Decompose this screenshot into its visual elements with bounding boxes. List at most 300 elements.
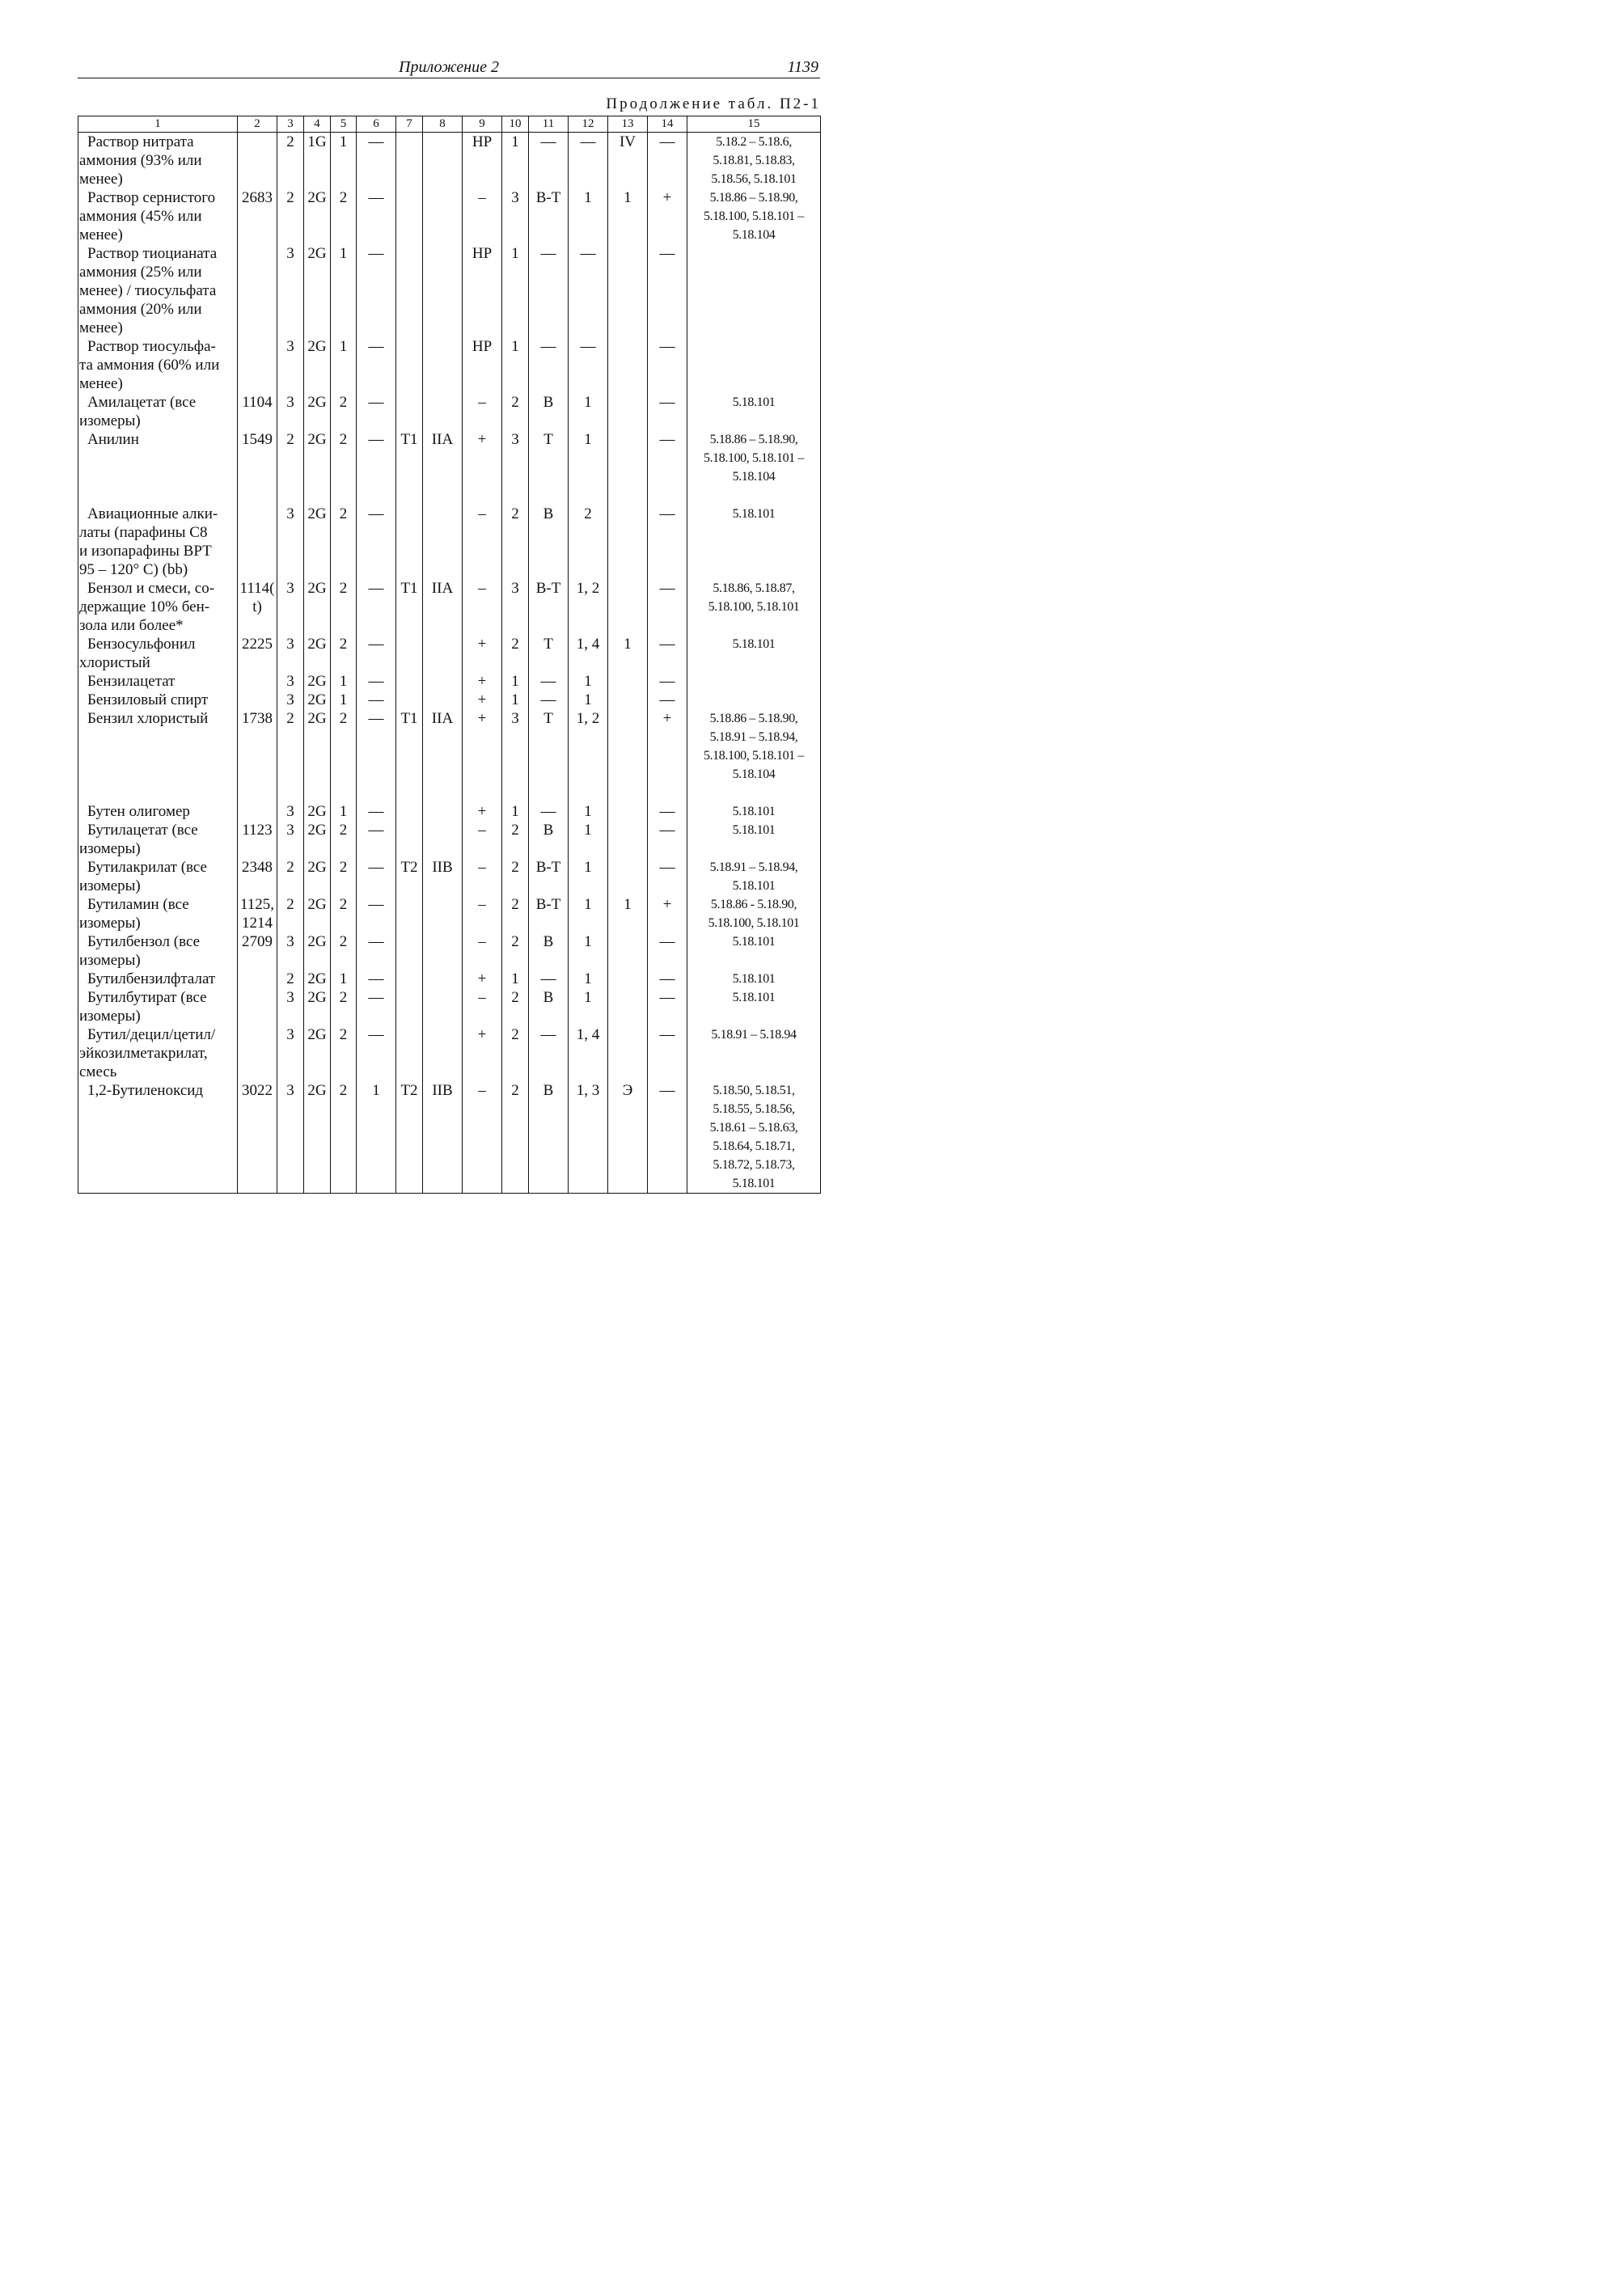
cell-col-9: – <box>463 1081 502 1194</box>
un-number-cell <box>238 988 277 1025</box>
cell-col-4: 2G <box>304 988 331 1025</box>
un-number-cell <box>238 579 277 635</box>
cell-col-10: 2 <box>502 505 529 579</box>
substance-name-line: Раствор сернистого <box>87 189 216 206</box>
table-row <box>78 672 821 691</box>
cell-col-14: — <box>648 133 687 189</box>
substance-name <box>78 635 238 672</box>
un-number-line: 2225 <box>242 636 273 653</box>
reference-line: 5.18.104 <box>732 470 776 484</box>
un-number-line <box>238 691 277 709</box>
cell-col-5: 2 <box>331 932 357 970</box>
references-cell <box>687 337 821 393</box>
cell-col-5: 1 <box>331 337 357 393</box>
cell-col-12: — <box>569 133 608 189</box>
reference-line: 5.18.91 – 5.18.94, <box>709 730 798 744</box>
substance-name-line: менее) <box>79 319 123 336</box>
substance-name-line: Бензосульфонил <box>87 636 196 653</box>
cell-col-11: — <box>529 1025 569 1081</box>
cell-col-11: — <box>529 672 569 691</box>
un-number-line: 1125, <box>239 896 275 913</box>
un-number-line: 1114( <box>239 580 275 597</box>
reference-line: 5.18.86 – 5.18.90, <box>709 712 798 725</box>
cell-col-8 <box>423 988 463 1025</box>
cell-col-11: Т <box>529 709 569 802</box>
cell-col-6: — <box>357 393 396 430</box>
un-number-line <box>238 988 277 1007</box>
cell-col-7 <box>396 932 423 970</box>
cell-col-13 <box>608 579 648 635</box>
substance-name <box>78 988 238 1025</box>
reference-line: 5.18.55, 5.18.56, <box>713 1102 795 1116</box>
substance-name <box>78 430 238 505</box>
reference-line <box>687 244 820 263</box>
column-header-14: 14 <box>648 116 687 133</box>
cell-col-14: — <box>648 1025 687 1081</box>
cell-col-6: — <box>357 709 396 802</box>
cell-col-14: — <box>648 579 687 635</box>
cell-col-5: 1 <box>331 133 357 189</box>
un-number-line <box>238 505 277 523</box>
substance-name <box>78 1025 238 1081</box>
un-number-cell <box>238 895 277 932</box>
reference-line: 5.18.104 <box>732 767 776 781</box>
cell-col-12: 1 <box>569 821 608 858</box>
cell-col-12: 1 <box>569 672 608 691</box>
substance-name-line: 1,2-Бутиленоксид <box>87 1082 204 1099</box>
table-row <box>78 579 821 635</box>
cell-col-12: 1, 2 <box>569 709 608 802</box>
cell-col-4: 2G <box>304 932 331 970</box>
reference-line: 5.18.86 – 5.18.90, <box>709 191 798 205</box>
substance-name-line: Раствор тиосульфа- <box>87 338 216 355</box>
cell-col-14: — <box>648 858 687 895</box>
cell-col-10: 1 <box>502 244 529 337</box>
un-number-line: t) <box>252 598 262 615</box>
reference-line: 5.18.61 – 5.18.63, <box>709 1121 798 1135</box>
cell-col-8: IIА <box>423 709 463 802</box>
column-header-3: 3 <box>277 116 304 133</box>
substance-name <box>78 672 238 691</box>
reference-line: 5.18.72, 5.18.73, <box>713 1158 795 1172</box>
un-number-cell <box>238 709 277 802</box>
references-cell <box>687 244 821 337</box>
column-header-11: 11 <box>529 116 569 133</box>
cell-col-10: 2 <box>502 1025 529 1081</box>
cell-col-13 <box>608 932 648 970</box>
cell-col-3: 3 <box>277 932 304 970</box>
cell-col-7 <box>396 133 423 189</box>
cell-col-3: 3 <box>277 821 304 858</box>
un-number-cell <box>238 932 277 970</box>
reference-line: 5.18.101 <box>732 991 776 1004</box>
cell-col-4: 2G <box>304 672 331 691</box>
column-header-9: 9 <box>463 116 502 133</box>
cell-col-11: — <box>529 337 569 393</box>
table-row <box>78 709 821 802</box>
references-cell <box>687 635 821 672</box>
un-number-cell <box>238 505 277 579</box>
cell-col-12: 1 <box>569 988 608 1025</box>
cell-col-12: 1, 4 <box>569 635 608 672</box>
cell-col-12: — <box>569 337 608 393</box>
substance-name <box>78 858 238 895</box>
cell-col-7 <box>396 821 423 858</box>
table-caption: Продолжение табл. П2-1 <box>606 95 821 112</box>
cell-col-6: — <box>357 988 396 1025</box>
page-number: 1139 <box>787 58 818 76</box>
substance-name-line: Бутилакрилат (все <box>87 859 207 876</box>
cell-col-7: Т2 <box>396 1081 423 1194</box>
cell-col-9: + <box>463 709 502 802</box>
references-cell <box>687 821 821 858</box>
reference-line: 5.18.86, 5.18.87, <box>713 581 795 595</box>
reference-line: 5.18.101 <box>732 805 776 818</box>
cell-col-9: + <box>463 970 502 988</box>
cell-col-7 <box>396 672 423 691</box>
substance-name-line: Бутилацетат (все <box>87 822 198 839</box>
cell-col-4: 2G <box>304 970 331 988</box>
cell-col-8 <box>423 337 463 393</box>
cell-col-7: Т2 <box>396 858 423 895</box>
substance-name <box>78 691 238 709</box>
cell-col-7 <box>396 895 423 932</box>
cell-col-3: 2 <box>277 188 304 244</box>
table-row <box>78 988 821 1025</box>
cell-col-4: 2G <box>304 802 331 821</box>
cell-col-12: 1 <box>569 970 608 988</box>
table-row <box>78 393 821 430</box>
cell-col-11: В <box>529 505 569 579</box>
cell-col-13 <box>608 505 648 579</box>
cell-col-14: + <box>648 895 687 932</box>
substance-name-line: аммония (93% или <box>79 152 202 169</box>
cell-col-8: IIВ <box>423 858 463 895</box>
cell-col-10: 2 <box>502 821 529 858</box>
cell-col-14: — <box>648 691 687 709</box>
cell-col-7 <box>396 802 423 821</box>
cell-col-13 <box>608 858 648 895</box>
cell-col-12: 1, 4 <box>569 1025 608 1081</box>
substance-name-line: хлористый <box>79 654 150 671</box>
cell-col-6: 1 <box>357 1081 396 1194</box>
cell-col-10: 3 <box>502 709 529 802</box>
substance-name <box>78 970 238 988</box>
cell-col-6: — <box>357 430 396 505</box>
un-number-line <box>238 337 277 356</box>
cell-col-10: 2 <box>502 858 529 895</box>
substance-name-line: менее) <box>79 375 123 392</box>
cell-col-10: 3 <box>502 579 529 635</box>
cell-col-11: В-Т <box>529 188 569 244</box>
cell-col-14: — <box>648 505 687 579</box>
reference-line: 5.18.101 <box>732 823 776 837</box>
substance-name <box>78 802 238 821</box>
cell-col-10: 1 <box>502 802 529 821</box>
table-header <box>78 116 821 133</box>
un-number-cell <box>238 430 277 505</box>
un-number-cell <box>238 133 277 189</box>
cell-col-8 <box>423 895 463 932</box>
cell-col-9: + <box>463 430 502 505</box>
cell-col-13 <box>608 672 648 691</box>
cell-col-9: – <box>463 505 502 579</box>
cell-col-5: 2 <box>331 821 357 858</box>
substance-name-line: аммония (20% или <box>79 301 202 318</box>
cell-col-12: 1 <box>569 802 608 821</box>
cell-col-12: 1 <box>569 932 608 970</box>
cell-col-3: 2 <box>277 709 304 802</box>
cell-col-10: 2 <box>502 1081 529 1194</box>
substance-name-line: и изопарафины ВРТ <box>79 543 212 560</box>
cell-col-8 <box>423 932 463 970</box>
cell-col-5: 1 <box>331 970 357 988</box>
cell-col-9: – <box>463 188 502 244</box>
reference-line: 5.18.101 <box>732 972 776 986</box>
cell-col-9: – <box>463 858 502 895</box>
substances-table <box>78 116 821 1194</box>
cell-col-13 <box>608 709 648 802</box>
substance-name-line: зола или более* <box>79 617 184 634</box>
cell-col-5: 2 <box>331 858 357 895</box>
substance-name-line: Бутилбутират (все <box>87 989 207 1006</box>
cell-col-12: 1 <box>569 430 608 505</box>
cell-col-10: 2 <box>502 635 529 672</box>
references-cell <box>687 858 821 895</box>
column-header-1: 1 <box>78 116 238 133</box>
cell-col-6: — <box>357 691 396 709</box>
substance-name-line: эйкозилметакрилат, <box>79 1045 208 1062</box>
document-page <box>0 0 894 1263</box>
un-number-cell <box>238 188 277 244</box>
substance-name-line: Бензол и смеси, со- <box>87 580 215 597</box>
un-number-line <box>238 244 277 263</box>
column-header-13: 13 <box>608 116 648 133</box>
references-cell <box>687 932 821 970</box>
un-number-cell <box>238 1025 277 1081</box>
reference-line: 5.18.100, 5.18.101 – <box>703 451 804 465</box>
references-cell <box>687 1025 821 1081</box>
substance-name <box>78 393 238 430</box>
cell-col-6: — <box>357 858 396 895</box>
un-number-line: 2683 <box>242 189 273 206</box>
cell-col-4: 2G <box>304 1081 331 1194</box>
reference-line: 5.18.91 – 5.18.94, <box>709 860 798 874</box>
table-row <box>78 337 821 393</box>
cell-col-13 <box>608 1025 648 1081</box>
substance-name-line: Бутен олигомер <box>87 803 190 820</box>
cell-col-4: 2G <box>304 337 331 393</box>
cell-col-6: — <box>357 188 396 244</box>
references-cell <box>687 133 821 189</box>
cell-col-6: — <box>357 337 396 393</box>
column-header-4: 4 <box>304 116 331 133</box>
cell-col-9: + <box>463 672 502 691</box>
un-number-line: 1738 <box>242 710 273 727</box>
table-row <box>78 430 821 505</box>
cell-col-5: 1 <box>331 802 357 821</box>
cell-col-13 <box>608 337 648 393</box>
cell-col-3: 3 <box>277 691 304 709</box>
cell-col-12: 1 <box>569 895 608 932</box>
substance-name-line: изомеры) <box>79 412 141 429</box>
table-body <box>78 133 821 1194</box>
reference-line: 5.18.104 <box>732 228 776 242</box>
cell-col-7 <box>396 1025 423 1081</box>
cell-col-14: + <box>648 188 687 244</box>
cell-col-5: 1 <box>331 672 357 691</box>
cell-col-13: 1 <box>608 895 648 932</box>
cell-col-6: — <box>357 635 396 672</box>
cell-col-6: — <box>357 895 396 932</box>
reference-line: 5.18.91 – 5.18.94 <box>711 1028 797 1042</box>
cell-col-11: — <box>529 133 569 189</box>
substance-name-line: менее) / тиосульфата <box>79 282 217 299</box>
un-number-line: 3022 <box>242 1082 273 1099</box>
cell-col-4: 2G <box>304 579 331 635</box>
cell-col-5: 2 <box>331 895 357 932</box>
reference-line: 5.18.64, 5.18.71, <box>713 1139 795 1153</box>
substance-name <box>78 188 238 244</box>
cell-col-14: — <box>648 821 687 858</box>
substance-name-line: Бензилацетат <box>87 673 176 690</box>
cell-col-8 <box>423 393 463 430</box>
cell-col-5: 2 <box>331 430 357 505</box>
cell-col-11: В-Т <box>529 579 569 635</box>
substance-name <box>78 579 238 635</box>
cell-col-10: 1 <box>502 672 529 691</box>
cell-col-6: — <box>357 970 396 988</box>
column-header-5: 5 <box>331 116 357 133</box>
substance-name <box>78 709 238 802</box>
cell-col-3: 3 <box>277 1025 304 1081</box>
table-row <box>78 635 821 672</box>
table-row <box>78 821 821 858</box>
substance-name-line: латы (парафины С8 <box>79 524 208 541</box>
reference-line: 5.18.101 <box>732 637 776 651</box>
cell-col-13: 1 <box>608 188 648 244</box>
reference-line: 5.18.81, 5.18.83, <box>713 154 795 167</box>
substance-name-line: менее) <box>79 226 123 243</box>
reference-line: 5.18.2 – 5.18.6, <box>716 135 792 149</box>
un-number-line: 2348 <box>242 859 273 876</box>
cell-col-5: 2 <box>331 393 357 430</box>
cell-col-10: 1 <box>502 691 529 709</box>
cell-col-3: 3 <box>277 244 304 337</box>
un-number-line <box>238 1025 277 1044</box>
un-number-cell <box>238 672 277 691</box>
cell-col-3: 3 <box>277 337 304 393</box>
substance-name <box>78 133 238 189</box>
reference-line: 5.18.86 - 5.18.90, <box>710 898 797 911</box>
table-row <box>78 1025 821 1081</box>
cell-col-8 <box>423 635 463 672</box>
cell-col-14: — <box>648 802 687 821</box>
reference-line <box>687 337 820 356</box>
substance-name <box>78 895 238 932</box>
references-cell <box>687 1081 821 1194</box>
reference-line: 5.18.101 <box>732 1177 776 1190</box>
column-header-15: 15 <box>687 116 821 133</box>
reference-line: 5.18.101 <box>732 879 776 893</box>
cell-col-9: НР <box>463 133 502 189</box>
reference-line: 5.18.100, 5.18.101 – <box>703 209 804 223</box>
references-cell <box>687 691 821 709</box>
cell-col-6: — <box>357 821 396 858</box>
cell-col-4: 2G <box>304 1025 331 1081</box>
reference-line <box>687 672 820 691</box>
cell-col-13: Э <box>608 1081 648 1194</box>
un-number-cell <box>238 970 277 988</box>
substance-name <box>78 821 238 858</box>
cell-col-4: 1G <box>304 133 331 189</box>
cell-col-6: — <box>357 932 396 970</box>
table-row <box>78 895 821 932</box>
substance-name-line: изомеры) <box>79 877 141 894</box>
cell-col-11: В <box>529 988 569 1025</box>
cell-col-3: 3 <box>277 802 304 821</box>
cell-col-3: 2 <box>277 430 304 505</box>
cell-col-14: — <box>648 970 687 988</box>
cell-col-11: В <box>529 821 569 858</box>
cell-col-10: 3 <box>502 430 529 505</box>
un-number-line: 1123 <box>242 822 273 839</box>
cell-col-4: 2G <box>304 895 331 932</box>
reference-line: 5.18.101 <box>732 935 776 949</box>
cell-col-8 <box>423 821 463 858</box>
column-header-10: 10 <box>502 116 529 133</box>
cell-col-8: IIА <box>423 430 463 505</box>
cell-col-12: 1 <box>569 393 608 430</box>
cell-col-7: Т1 <box>396 579 423 635</box>
cell-col-9: + <box>463 802 502 821</box>
reference-line: 5.18.100, 5.18.101 <box>708 916 800 930</box>
cell-col-5: 2 <box>331 579 357 635</box>
cell-col-10: 2 <box>502 988 529 1025</box>
substance-name <box>78 1081 238 1194</box>
cell-col-13: 1 <box>608 635 648 672</box>
reference-line: 5.18.101 <box>732 507 776 521</box>
cell-col-14: — <box>648 988 687 1025</box>
cell-col-9: – <box>463 895 502 932</box>
cell-col-11: В-Т <box>529 895 569 932</box>
cell-col-9: – <box>463 988 502 1025</box>
cell-col-9: + <box>463 635 502 672</box>
cell-col-11: В <box>529 932 569 970</box>
reference-line: 5.18.86 – 5.18.90, <box>709 433 798 446</box>
cell-col-9: – <box>463 932 502 970</box>
references-cell <box>687 430 821 505</box>
reference-line: 5.18.101 <box>732 395 776 409</box>
un-number-cell <box>238 802 277 821</box>
cell-col-12: — <box>569 244 608 337</box>
cell-col-12: 1, 3 <box>569 1081 608 1194</box>
cell-col-8: IIВ <box>423 1081 463 1194</box>
references-cell <box>687 709 821 802</box>
cell-col-5: 1 <box>331 691 357 709</box>
cell-col-7 <box>396 635 423 672</box>
cell-col-7 <box>396 505 423 579</box>
cell-col-3: 3 <box>277 505 304 579</box>
reference-line: 5.18.100, 5.18.101 – <box>703 749 804 763</box>
cell-col-8 <box>423 505 463 579</box>
cell-col-13 <box>608 988 648 1025</box>
substance-name-line: изомеры) <box>79 1008 141 1025</box>
un-number-line <box>238 970 277 988</box>
cell-col-3: 3 <box>277 988 304 1025</box>
references-cell <box>687 188 821 244</box>
substance-name <box>78 505 238 579</box>
